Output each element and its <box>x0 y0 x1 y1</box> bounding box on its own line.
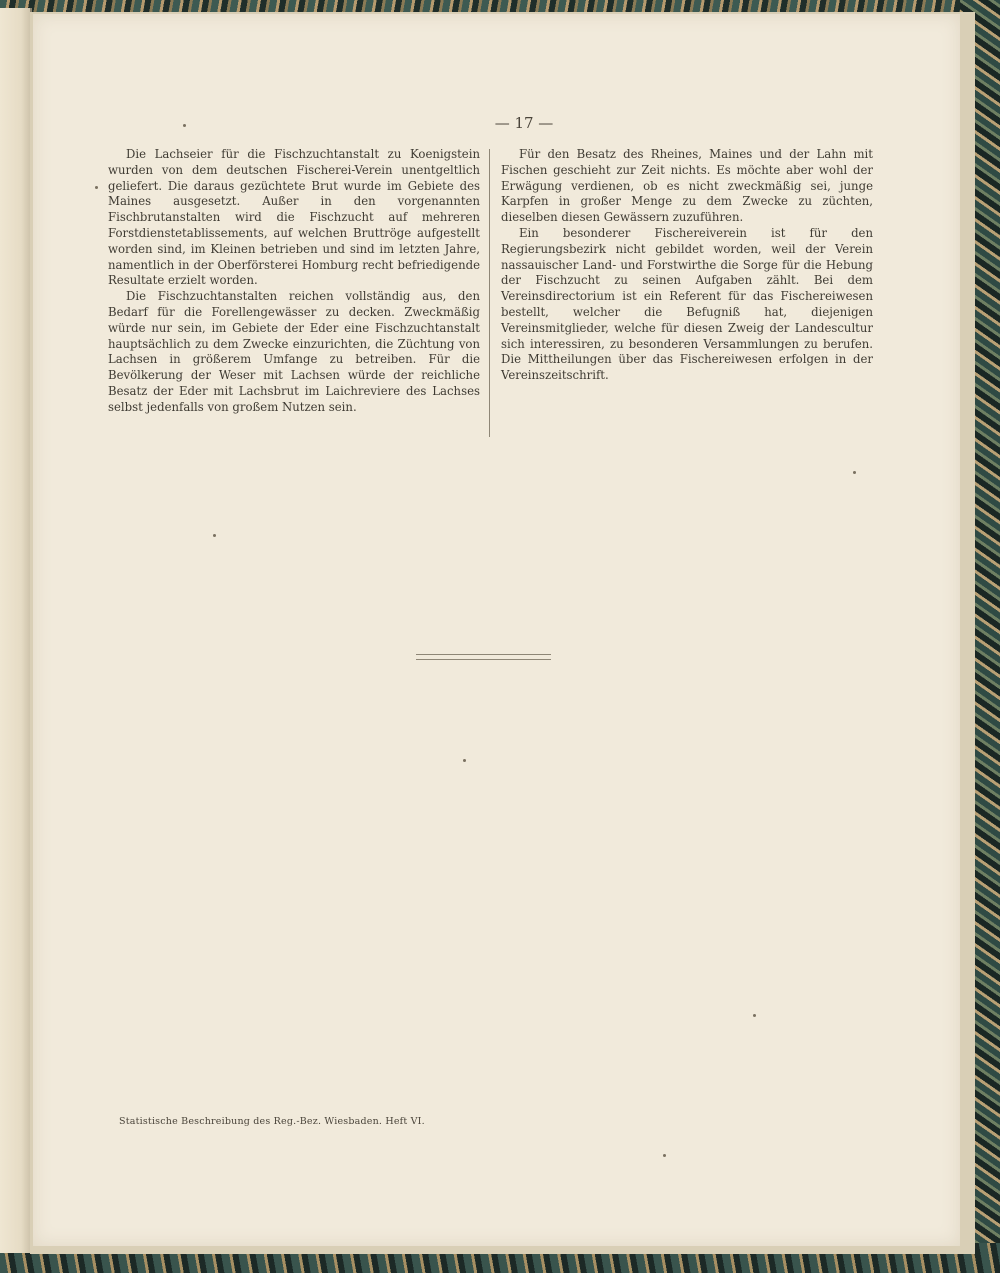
paper-speck <box>213 534 216 537</box>
paper-speck <box>663 1154 666 1157</box>
footer-signature: Statistische Beschreibung des Reg.-Bez. Wiesbaden. Heft VI. <box>119 1116 425 1127</box>
paper-speck <box>463 759 466 762</box>
right-paragraph-2: Ein besonderer Fischereiverein ist für den Regierungsbezirk nicht gebildet worden, weil der Verein nassauischer Land- und Forstwirthe die Sorge für die Hebung der Fischzucht zu seinen Aufgaben zählt. Bei dem Vereinsdirectorium ist ein Referent für das Fischereiwesen bestellt, welcher die Befugniß hat, diejenigen Vereinsmitglieder, welche für diesen Zweig der Landescultur sich interessiren, zu besonderen Versammlungen zu berufen. Die Mittheilungen über das Fischereiwesen erfolgen in der Vereinszeitschrift. <box>501 225 873 383</box>
left-paragraph-2: Die Fischzuchtanstalten reichen vollständig aus, den Bedarf für die Forellengewässer zu decken. Zweckmäßig würde nur sein, im Gebiete der Eder eine Fischzuchtanstalt hauptsächlich zu dem Zwecke einzurichten, die Züchtung von Lachsen in größerem Umfange zu betreiben. Für die Bevölkerung der Weser mit Lachsen würde der reichliche Besatz der Eder mit Lachsbrut im Laichreviere des Lachses selbst jedenfalls von großem Nutzen sein. <box>108 289 480 414</box>
left-paragraph-1: Die Lachseier für die Fischzuchtanstalt zu Koenigstein wurden von dem deutschen Fischerei-Verein unentgeltlich geliefert. Die daraus gezüchtete Brut wurde im Gebiete des Maines ausgesetzt. Außer in den vorgenannten Fischbrutanstalten wird die Fischzucht auf mehreren Forstdienstetablissements, auf welchen Bruttröge aufgestellt worden sind, im Kleinen betrieben und sind im letzten Jahre, namentlich in der Oberförsterei Homburg recht befriedigende Resultate erzielt worden. <box>108 147 480 288</box>
column-divider <box>489 149 490 437</box>
page-number: — 17 — <box>494 114 554 132</box>
previous-page-edge <box>0 8 32 1253</box>
paper-speck <box>753 1014 756 1017</box>
right-paragraph-1: Für den Besatz des Rheines, Maines und der Lahn mit Fischen geschieht zur Zeit nichts. Es möchte aber wohl der Erwägung verdienen, ob es nicht zweckmäßig sei, junge Karpfen in großer Menge zu dem Zwecke zu züchten, dieselben diesen Gewässern zuzuführen. <box>501 147 873 225</box>
section-end-rule <box>416 654 551 660</box>
paper-speck <box>183 124 186 127</box>
right-column <box>501 147 873 384</box>
book-page <box>33 14 960 1246</box>
paper-speck <box>853 471 856 474</box>
left-column <box>108 147 480 416</box>
paper-speck <box>95 186 98 189</box>
